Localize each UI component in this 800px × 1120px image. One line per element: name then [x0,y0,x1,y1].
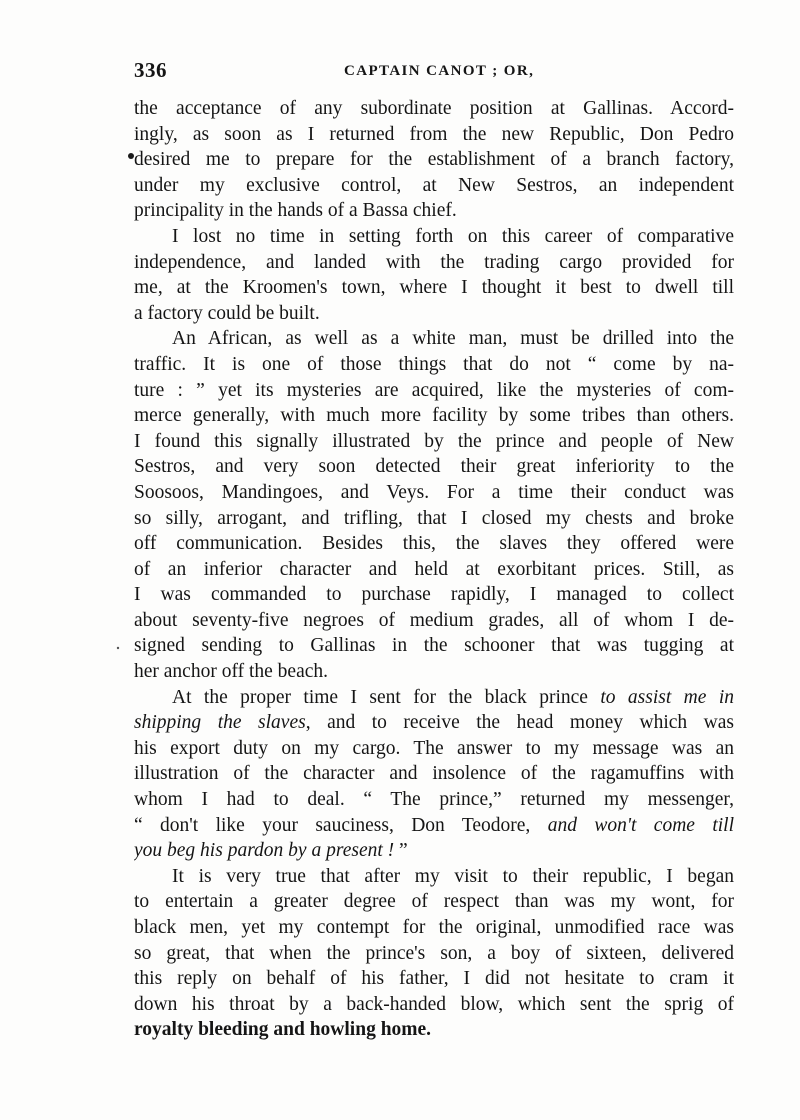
text-line: illustration of the character and insolence of the ragamuffins with [134,763,734,785]
text-line: signed sending to Gallinas in the schooner that was tugging at [134,635,734,657]
text-line: down his throat by a back-handed blow, which sent the sprig of [134,993,734,1015]
text-line: principality in the hands of a Bassa chief. [134,200,457,222]
text-line: I lost no time in setting forth on this career of comparative [172,225,734,247]
text-line: me, at the Kroomen's town, where I thought it best to dwell till [134,277,734,299]
text-line: independence, and landed with the trading cargo provided for [134,251,734,273]
text-line: An African, as well as a white man, must be drilled into the [172,328,734,350]
text-line: black men, yet my contempt for the original, unmodified race was [134,917,734,938]
italic-text: to assist me in [600,686,734,708]
text-line: merce generally, with much more facility by some tribes than others. [134,405,734,427]
text-line [134,710,734,736]
text-line: so great, that when the prince's son, a boy of sixteen, delivered [134,942,734,964]
italic-text: you beg his pardon by a present ! [134,840,395,862]
text-line [134,685,734,711]
text-line: I found this signally illustrated by the prince and people of New [134,430,734,452]
text-line: ture : ” yet its mysteries are acquired, like the mysteries of com- [134,379,734,401]
page-number: 336 [134,58,167,82]
italic-text: shipping the slaves [134,712,306,734]
text-segment: ” [394,840,408,862]
text-line: the acceptance of any subordinate position at Gallinas. Accord- [134,98,734,119]
text-line: I was commanded to purchase rapidly, I managed to collect [134,584,734,606]
text-line [134,813,734,839]
text-line: this reply on behalf of his father, I did not hesitate to cram it [134,968,734,990]
text-line: so silly, arrogant, and trifling, that I closed my chests and broke [134,507,734,529]
text-line: whom I had to deal. “ The prince,” returned my messenger, [134,789,734,811]
text-line: traffic. It is one of those things that do not “ come by na- [134,353,734,375]
text-line: of an inferior character and held at exorbitant prices. Still, as [134,558,734,580]
running-head [134,58,734,88]
ink-speck [117,647,119,649]
text-line: ingly, as soon as I returned from the new Republic, Don Pedro [134,123,734,145]
text-line: her anchor off the beach. [134,661,329,683]
text-line: It is very true that after my visit to their republic, I began [172,865,734,887]
italic-text: and won't come till [547,814,734,836]
text-line [134,838,734,864]
text-line: his export duty on my cargo. The answer to my message was an [134,737,734,759]
text-line: royalty bleeding and howling home. [134,1019,432,1041]
text-line: a factory could be built. [134,302,320,324]
body-text [134,96,734,1043]
text-segment: At the proper time I sent for the black prince [172,686,588,708]
text-segment: , and to receive the head money which was [305,712,734,734]
text-segment: “ don't like your sauciness, Don Teodore, [134,814,531,836]
text-line: about seventy-five negroes of medium grades, all of whom I de- [134,609,734,631]
text-line: desired me to prepare for the establishment of a branch factory, [134,149,734,171]
text-line: under my exclusive control, at New Sestros, an independent [134,174,734,196]
running-title: CAPTAIN CANOT ; OR, [344,63,535,79]
text-line: Soosoos, Mandingoes, and Veys. For a time their conduct was [134,481,734,503]
text-line: to entertain a greater degree of respect than was my wont, for [134,891,734,913]
text-line: off communication. Besides this, the slaves they offered were [134,533,734,555]
text-line: Sestros, and very soon detected their great inferiority to the [134,456,734,478]
